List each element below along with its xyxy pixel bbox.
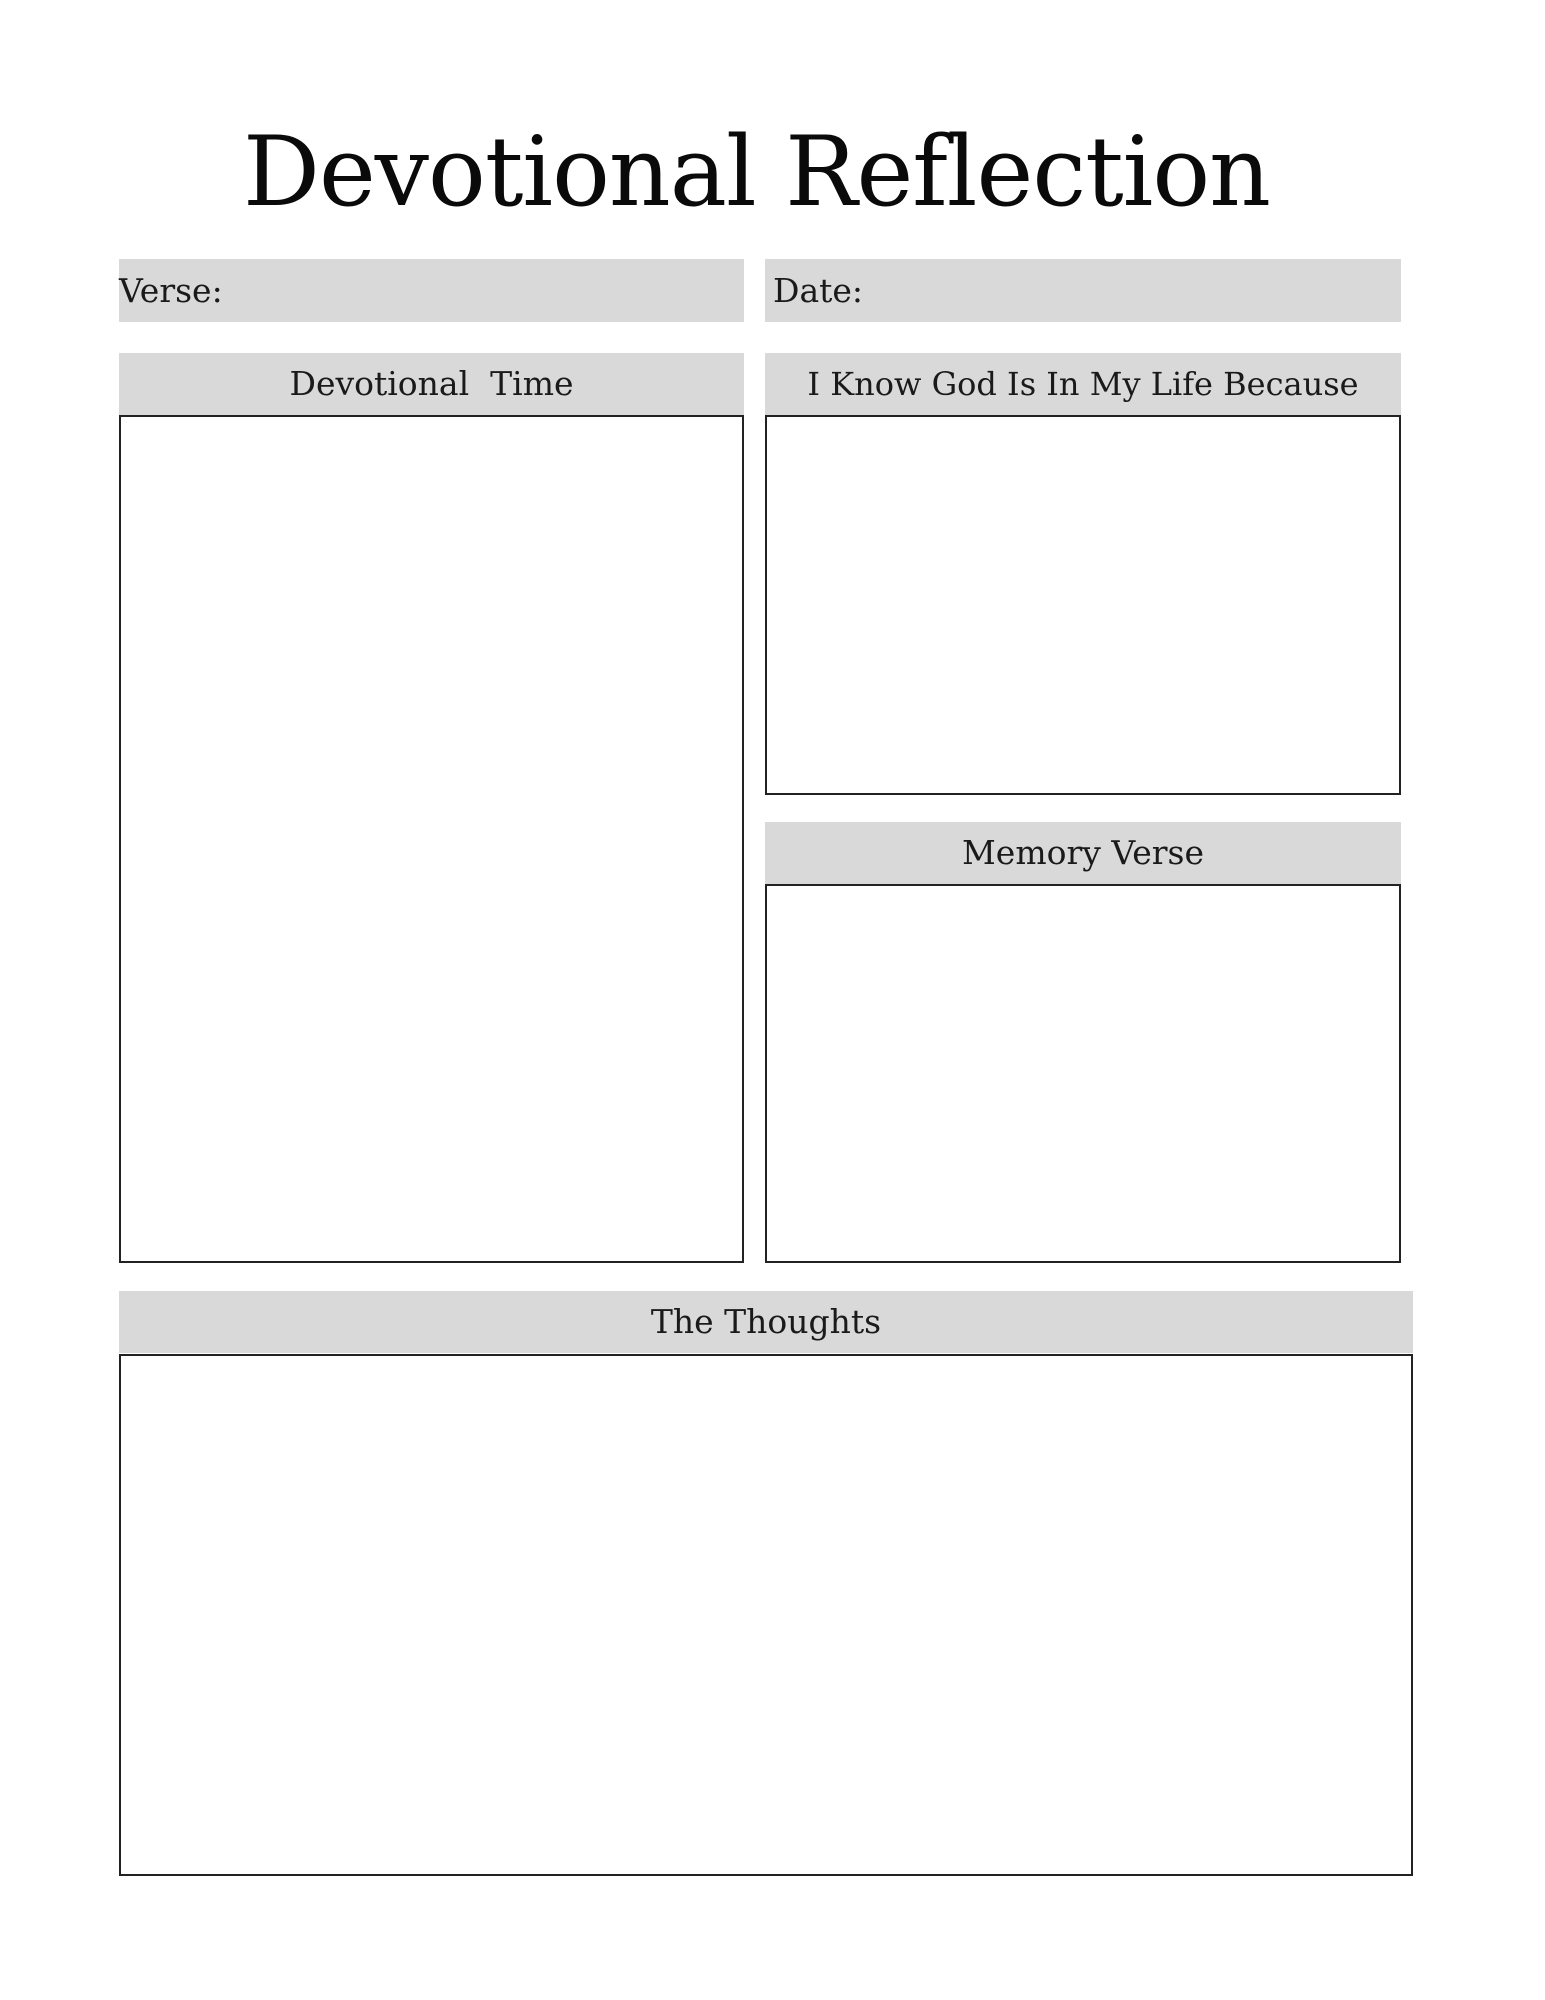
devotional-time-box[interactable] bbox=[119, 415, 744, 1263]
know-god-box[interactable] bbox=[765, 415, 1401, 795]
devotional-time-heading: Devotional Time bbox=[119, 353, 744, 415]
verse-label: Verse: bbox=[119, 271, 223, 310]
know-god-heading: I Know God Is In My Life Because bbox=[765, 353, 1401, 415]
thoughts-heading: The Thoughts bbox=[119, 1291, 1413, 1353]
memory-verse-heading: Memory Verse bbox=[765, 822, 1401, 884]
thoughts-box[interactable] bbox=[119, 1354, 1413, 1876]
date-field[interactable] bbox=[765, 259, 1401, 322]
page-title: Devotional Reflection bbox=[243, 116, 1270, 228]
date-label: Date: bbox=[773, 271, 864, 310]
verse-field[interactable] bbox=[119, 259, 744, 322]
memory-verse-box[interactable] bbox=[765, 884, 1401, 1263]
